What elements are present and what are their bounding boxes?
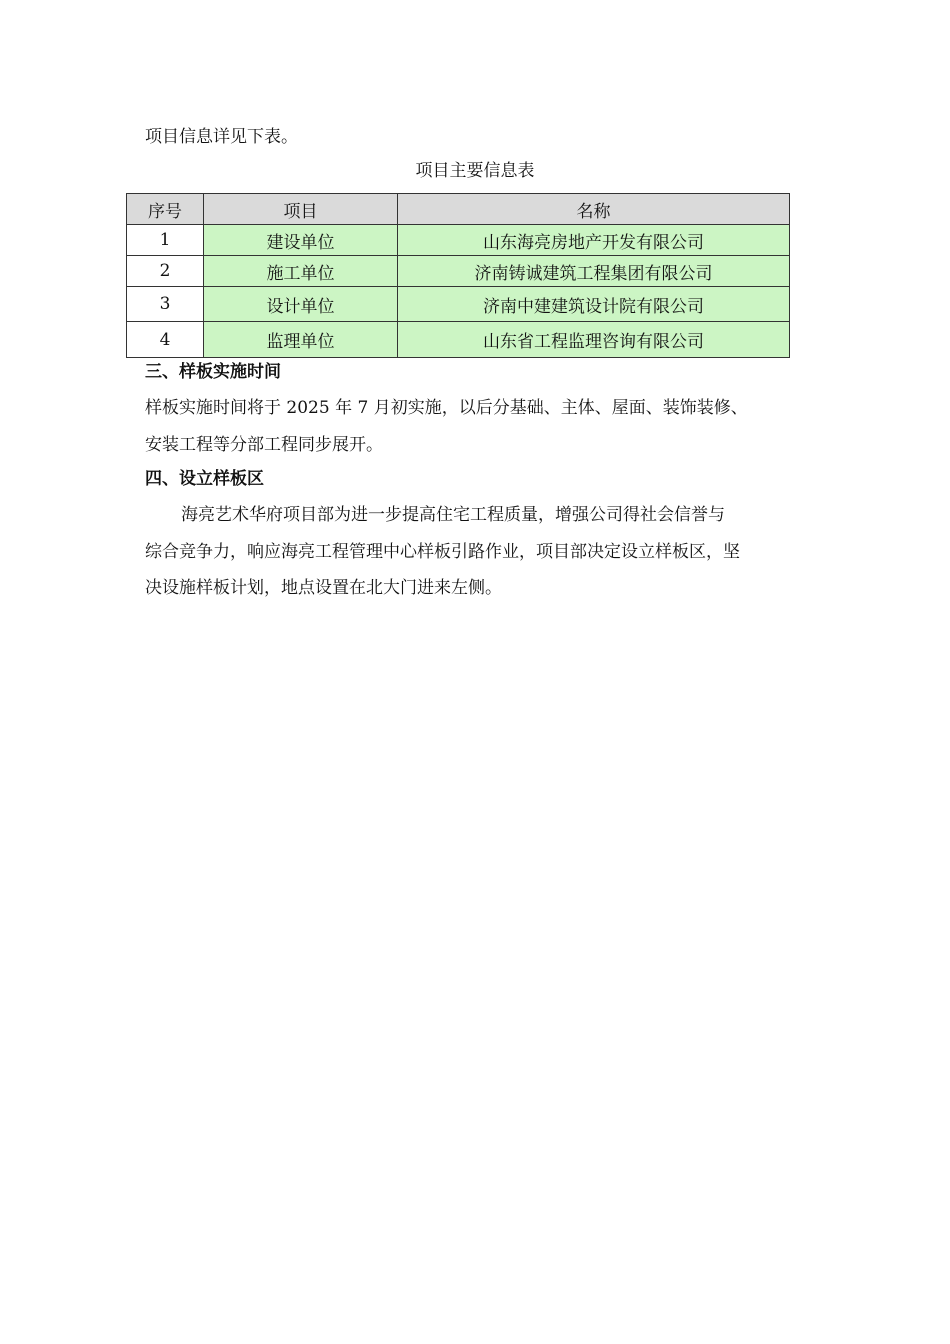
table-row [127, 225, 790, 256]
cell-index: 3 [127, 287, 204, 322]
cell-index: 2 [127, 256, 204, 287]
cell-item: 建设单位 [204, 225, 398, 256]
cell-item: 监理单位 [204, 322, 398, 358]
cell-index: 1 [127, 225, 204, 256]
table-caption: 项目主要信息表 [415, 161, 535, 181]
section3-line: 样板实施时间将于 2025 年 7 月初实施，以后分基础、主体、屋面、装饰装修、 [145, 398, 748, 418]
header-item: 项目 [204, 194, 398, 225]
table-header-row [127, 194, 790, 225]
cell-item: 设计单位 [204, 287, 398, 322]
cell-item: 施工单位 [204, 256, 398, 287]
table-row [127, 287, 790, 322]
table-row [127, 322, 790, 358]
section4-line: 综合竞争力，响应海亮工程管理中心样板引路作业，项目部决定设立样板区，坚 [145, 542, 740, 562]
cell-name: 山东海亮房地产开发有限公司 [398, 225, 790, 256]
intro-text: 项目信息详见下表。 [145, 127, 298, 147]
header-name: 名称 [398, 194, 790, 225]
section4-line: 海亮艺术华府项目部为进一步提高住宅工程质量，增强公司得社会信誉与 [181, 505, 725, 525]
cell-name: 山东省工程监理咨询有限公司 [398, 322, 790, 358]
cell-index: 4 [127, 322, 204, 358]
section3-heading: 三、样板实施时间 [145, 362, 281, 382]
cell-name: 济南中建建筑设计院有限公司 [398, 287, 790, 322]
table-row [127, 256, 790, 287]
section3-line: 安装工程等分部工程同步展开。 [145, 435, 383, 455]
header-index: 序号 [127, 194, 204, 225]
section4-heading: 四、设立样板区 [145, 469, 264, 489]
section4-line: 决设施样板计划，地点设置在北大门进来左侧。 [145, 578, 502, 598]
cell-name: 济南铸诚建筑工程集团有限公司 [398, 256, 790, 287]
project-info-table [126, 193, 790, 358]
